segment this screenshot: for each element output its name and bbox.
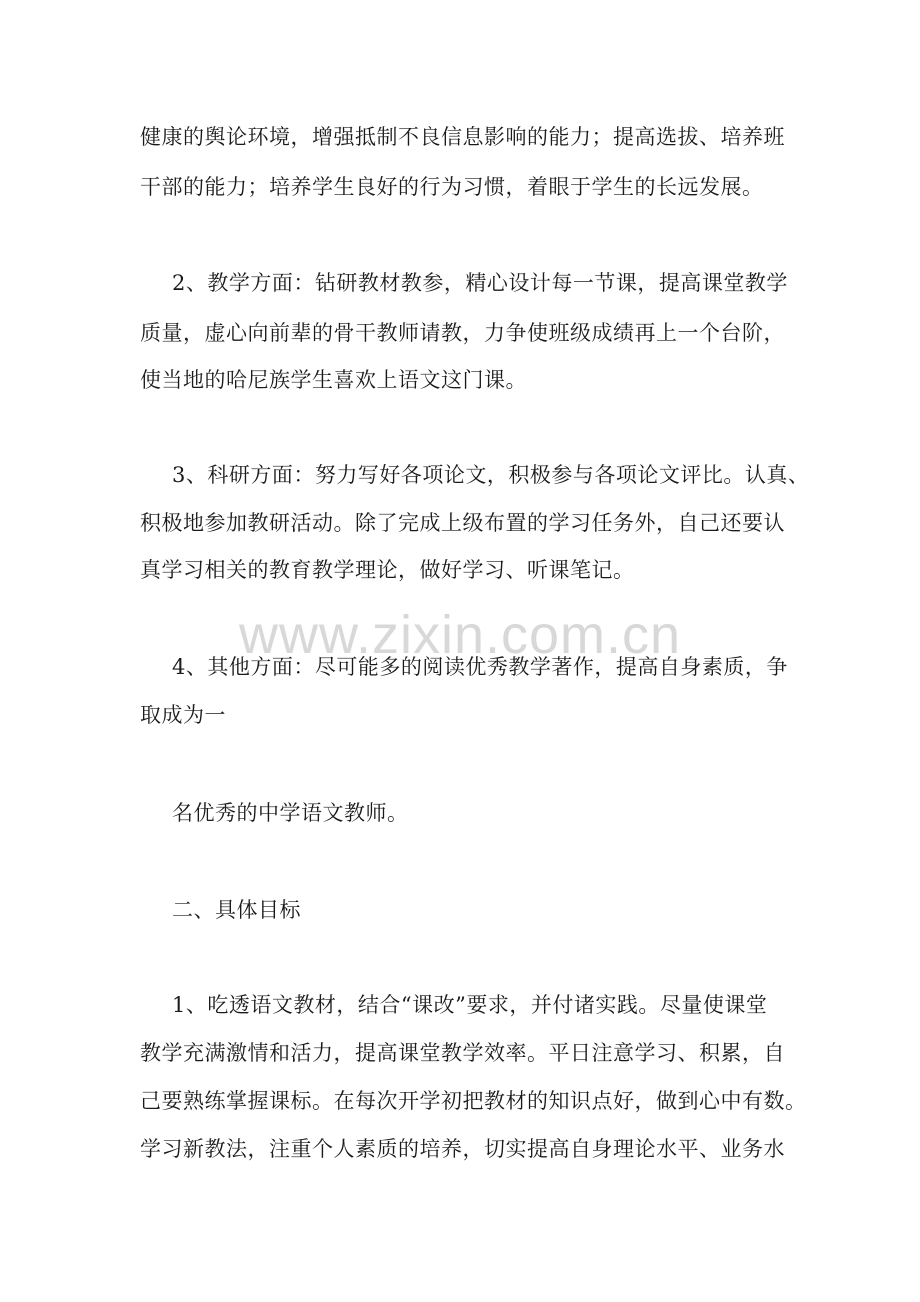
- paragraph-3-line-3: 真学习相关的教育教学理论，做好学习、听课笔记。: [140, 558, 635, 582]
- paragraph-2-line-3: 使当地的哈尼族学生喜欢上语文这门课。: [140, 368, 527, 392]
- paragraph-7-line-4: 学习新教法，注重个人素质的培养，切实提高自身理论水平、业务水: [140, 1137, 785, 1161]
- paragraph-7-line-3: 己要熟练掌握课标。在每次开学初把教材的知识点好，做到心中有数。: [140, 1089, 807, 1113]
- paragraph-5-line-1: 名优秀的中学语文教师。: [172, 801, 409, 825]
- paragraph-2-line-1: 2、教学方面：钻研教材教参，精心设计每一节课，提高课堂教学: [172, 271, 788, 295]
- paragraph-3-line-1: 3、科研方面：努力写好各项论文，积极参与各项论文评比。认真、: [172, 463, 810, 487]
- paragraph-7-line-2: 教学充满激情和活力，提高课堂教学效率。平日注意学习、积累，自: [140, 1041, 785, 1065]
- paragraph-1-line-1: 健康的舆论环境，增强抵制不良信息影响的能力；提高选拔、培养班: [140, 125, 785, 149]
- paragraph-1-line-2: 干部的能力；培养学生良好的行为习惯，着眼于学生的长远发展。: [140, 175, 764, 199]
- paragraph-4-line-1: 4、其他方面：尽可能多的阅读优秀教学著作，提高自身素质，争: [172, 655, 788, 679]
- paragraph-4-line-2: 取成为一: [140, 703, 226, 727]
- section-heading: 二、具体目标: [172, 898, 301, 922]
- paragraph-3-line-2: 积极地参加教研活动。除了完成上级布置的学习任务外，自己还要认: [140, 511, 785, 535]
- paragraph-7-line-1: 1、吃透语文教材，结合“课改”要求，并付诸实践。尽量使课堂: [172, 993, 768, 1017]
- paragraph-2-line-2: 质量，虚心向前辈的骨干教师请教，力争使班级成绩再上一个台阶，: [140, 321, 785, 345]
- watermark: www.zixin.com.cn: [238, 605, 682, 665]
